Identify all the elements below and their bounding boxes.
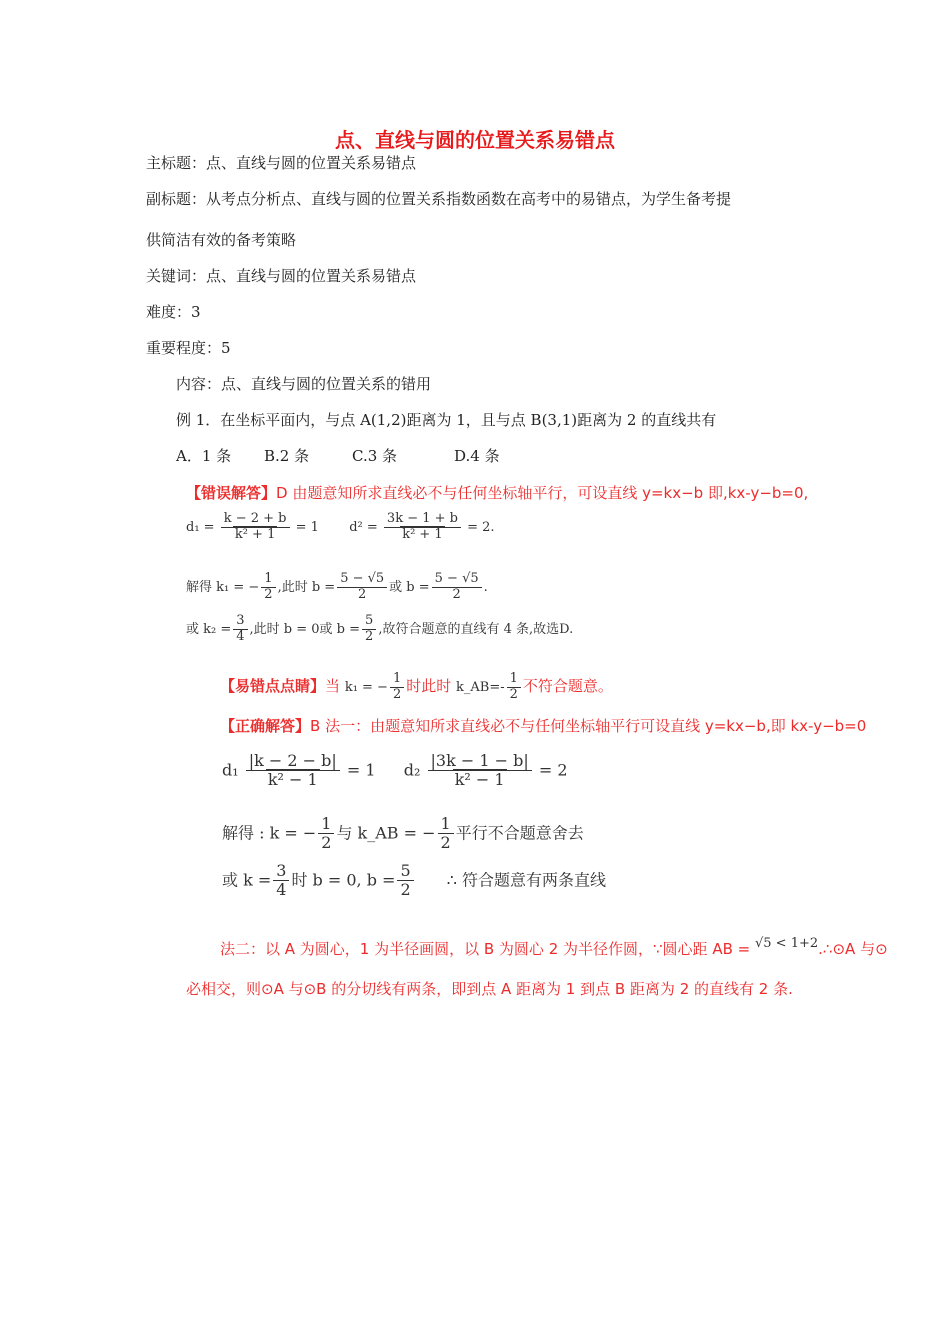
frac-num: 5 − √5 xyxy=(432,572,482,588)
frac-den: 2 xyxy=(400,880,411,900)
method-two-text-1: 法二：以 A 为圆心，1 为半径画圆，以 B 为圆心 2 为半径作圆，∵圆心距 AB = xyxy=(220,940,751,958)
frac-num: 5 − √5 xyxy=(337,572,387,588)
wrong-sol1-frac-b2 xyxy=(432,572,482,603)
wrong-distance-equations xyxy=(186,512,495,543)
correct-sol2-text-a: 或 k = xyxy=(222,870,272,890)
option-a: A．1 条 xyxy=(176,447,232,465)
correct-answer-text: B 法一：由题意知所求直线必不与任何坐标轴平行可设直线 y=kx−b,即 kx-y−b=0 xyxy=(310,717,867,735)
correct-d2-num: |3k − 1 − b| xyxy=(428,752,532,771)
wrong-answer-text: D 由题意知所求直线必不与任何坐标轴平行，可设直线 y=kx−b 即,kx-y−b=0, xyxy=(276,484,809,502)
wrong-sol2-frac-k xyxy=(233,614,247,645)
frac-den: 4 xyxy=(276,880,287,900)
hint-line xyxy=(220,672,613,703)
correct-d1-lhs: d₁ xyxy=(222,760,239,780)
wrong-answer-tag: 【错误解答】 xyxy=(186,484,277,502)
difficulty-line: 难度：3 xyxy=(146,303,201,321)
correct-d2-lhs: d₂ xyxy=(403,760,421,780)
frac-den: 2 xyxy=(509,686,518,702)
hint-text-b: 时此时 xyxy=(406,676,452,695)
frac-num: 1 xyxy=(318,815,334,834)
wrong-sol1-text-a: 解得 k₁ = − xyxy=(186,579,260,595)
frac-num: 1 xyxy=(438,815,454,834)
wrong-sol1-frac-half xyxy=(261,572,275,603)
correct-answer-line xyxy=(220,715,866,736)
wrong-d2-lhs: d² = xyxy=(349,519,378,535)
wrong-d1-num: k − 2 + b xyxy=(221,512,290,528)
content-line: 内容：点、直线与圆的位置关系的错用 xyxy=(176,375,432,393)
correct-sol2-text-c: ∴ 符合题意有两条直线 xyxy=(446,870,607,890)
hint-kab: k_AB=- xyxy=(456,679,505,695)
importance-line: 重要程度：5 xyxy=(146,339,231,357)
correct-sol1-frac-2 xyxy=(438,815,454,853)
wrong-answer-line xyxy=(186,482,808,503)
subtitle-line-2: 供简洁有效的备考策略 xyxy=(146,231,297,249)
wrong-sol2-text-c: ,故符合题意的直线有 4 条,故选D. xyxy=(378,621,574,637)
correct-sol2-frac-b xyxy=(397,862,413,900)
frac-den: 4 xyxy=(236,628,245,644)
wrong-sol2-text-a: 或 k₂ = xyxy=(186,621,232,637)
frac-num: 1 xyxy=(507,672,521,688)
subtitle-line-1: 副标题：从考点分析点、直线与圆的位置关系指数函数在高考中的易错点，为学生备考提 xyxy=(146,190,732,208)
method-two-tail: .∴⊙A 与⊙ xyxy=(818,940,888,958)
frac-num: 1 xyxy=(390,672,404,688)
frac-num: 3 xyxy=(273,862,289,881)
hint-tag: 【易错点点睛】 xyxy=(220,676,326,695)
wrong-d2-fraction xyxy=(384,512,461,543)
wrong-sol2-text-b: ,此时 b = 0或 b = xyxy=(249,621,361,637)
example-question: 例 1．在坐标平面内，与点 A(1,2)距离为 1，且与点 B(3,1)距离为 2 的直线共有 xyxy=(176,411,717,429)
correct-solution-2 xyxy=(222,862,606,900)
frac-num: 3 xyxy=(233,614,247,630)
hint-frac-2 xyxy=(507,672,521,703)
method-two-inequality: √5 < 1+2 xyxy=(755,936,819,951)
wrong-sol1-frac-b1 xyxy=(337,572,387,603)
correct-sol2-frac-k xyxy=(273,862,289,900)
wrong-sol1-text-c: 或 b = xyxy=(389,579,430,595)
hint-text-a: 当 xyxy=(325,676,341,695)
correct-sol1-text-c: 平行不合题意舍去 xyxy=(455,823,584,843)
frac-den: 2 xyxy=(321,833,332,853)
frac-den: 2 xyxy=(365,628,374,644)
frac-den: 2 xyxy=(452,586,461,602)
correct-d1-den: k² − 1 xyxy=(267,770,318,790)
correct-solution-1 xyxy=(222,815,584,853)
frac-num: 5 xyxy=(362,614,376,630)
method-two-line-1 xyxy=(220,938,888,959)
wrong-d1-fraction xyxy=(221,512,290,543)
hint-text-c: 不符合题意。 xyxy=(522,676,613,695)
frac-den: 2 xyxy=(264,586,273,602)
wrong-sol2-frac-b xyxy=(362,614,376,645)
wrong-d1-lhs: d₁ = xyxy=(186,519,215,535)
correct-answer-tag: 【正确解答】 xyxy=(220,717,311,735)
option-c: C.3 条 xyxy=(352,447,398,465)
wrong-d2-den: k² + 1 xyxy=(402,526,443,542)
correct-d1-fraction xyxy=(246,752,340,790)
wrong-solution-2 xyxy=(186,614,573,645)
hint-frac-1 xyxy=(390,672,404,703)
keywords-line: 关键词：点、直线与圆的位置关系易错点 xyxy=(146,267,417,285)
option-b: B.2 条 xyxy=(264,447,310,465)
hint-k-expr xyxy=(344,671,406,702)
correct-sol1-text-a: 解得 : k = − xyxy=(222,823,317,843)
frac-den: 2 xyxy=(440,833,451,853)
wrong-d2-rhs: = 2. xyxy=(467,519,495,535)
method-two-line-2: 必相交，则⊙A 与⊙B 的分切线有两条，即到点 A 距离为 1 到点 B 距离为 2 的直线有 2 条. xyxy=(186,980,793,998)
correct-d2-den: k² − 1 xyxy=(454,770,505,790)
correct-d1-num: |k − 2 − b| xyxy=(246,752,340,771)
correct-d2-fraction xyxy=(428,752,532,790)
wrong-sol1-text-b: ,此时 b = xyxy=(277,579,336,595)
hint-kab-expr xyxy=(456,671,523,702)
wrong-d1-rhs: = 1 xyxy=(295,519,319,535)
frac-num: 5 xyxy=(397,862,413,881)
frac-den: 2 xyxy=(358,586,367,602)
correct-sol2-text-b: 时 b = 0, b = xyxy=(291,870,396,890)
correct-d2-rhs: = 2 xyxy=(538,760,568,780)
frac-num: 1 xyxy=(261,572,275,588)
option-d: D.4 条 xyxy=(454,447,500,465)
correct-sol1-frac-1 xyxy=(318,815,334,853)
correct-d1-rhs: = 1 xyxy=(346,760,376,780)
main-title-line: 主标题：点、直线与圆的位置关系易错点 xyxy=(146,154,417,172)
wrong-solution-1: 解得 k₁ = − $\frac{1}{2}$ ,此时 b = $\frac{5 - √5}{2}$ 或 b = $\frac{5 - √5}{2}$ . xyxy=(186,571,488,602)
wrong-d1-den: k² + 1 xyxy=(234,526,276,542)
correct-sol1-text-b: 与 k_AB = − xyxy=(336,823,436,843)
wrong-d2-num: 3k − 1 + b xyxy=(384,512,461,528)
page-title: 点、直线与圆的位置关系易错点 xyxy=(335,128,615,152)
hint-k: k₁ = − xyxy=(344,679,388,695)
correct-distance-equations xyxy=(222,752,568,790)
frac-den: 2 xyxy=(392,686,402,702)
